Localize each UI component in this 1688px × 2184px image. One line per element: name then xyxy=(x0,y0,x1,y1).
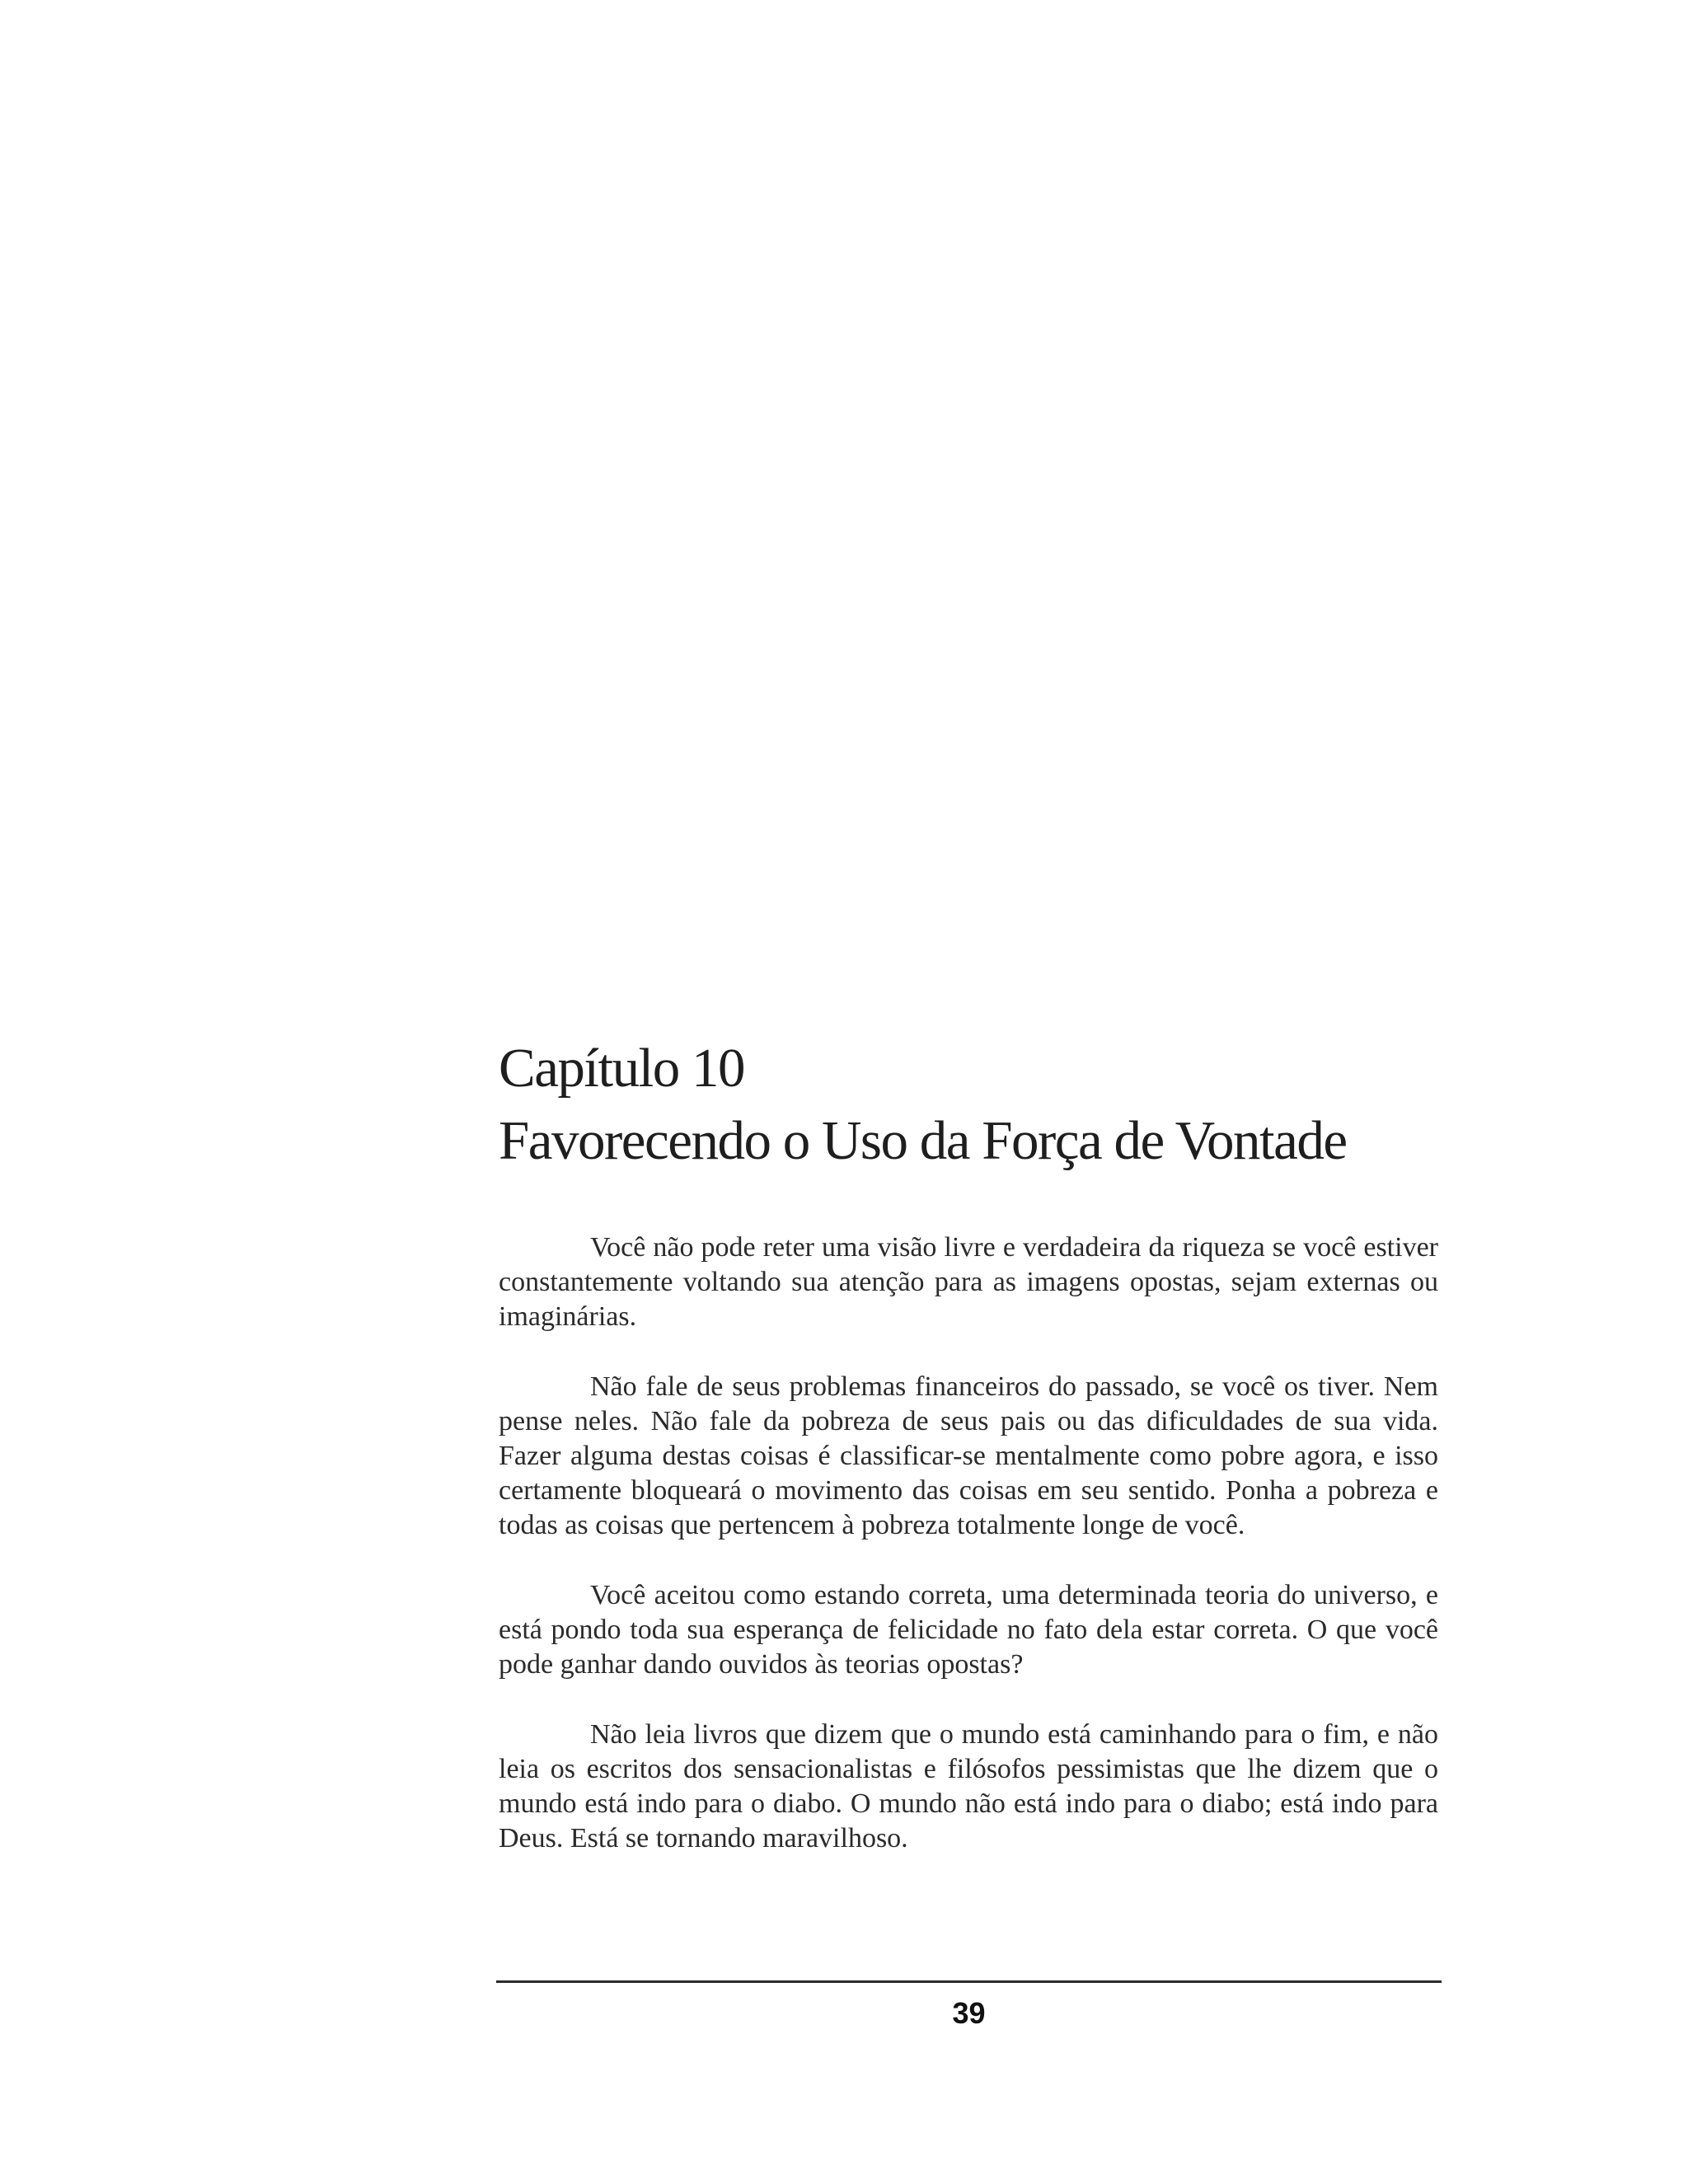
chapter-heading xyxy=(499,1032,1447,1177)
chapter-body xyxy=(499,1230,1438,1891)
page-number: 39 xyxy=(952,1996,986,2030)
paragraph: Você aceitou como estando correta, uma determinada teoria do universo, e está pondo toda sua esperança de felicidade no fato dela estar correta. O que você pode ganhar dando ouvidos às teorias opostas? xyxy=(499,1580,1438,1680)
footer-divider xyxy=(496,1980,1442,1983)
paragraph: Não fale de seus problemas financeiros do passado, se você os tiver. Nem pense neles. Não fale da pobreza de seus pais ou das dificuldades de sua vida. Fazer alguma destas coisas é classificar-se mentalmente como pobre agora, e isso certamente bloqueará o movimento das coisas em seu sentido. Ponha a pobreza e todas as coisas que pertencem à pobreza totalmente longe de você. xyxy=(499,1371,1438,1540)
chapter-title: Favorecendo o Uso da Força de Vontade xyxy=(499,1110,1347,1171)
paragraph: Não leia livros que dizem que o mundo está caminhando para o fim, e não leia os escritos dos sensacionalistas e filósofos pessimistas que lhe dizem que o mundo está indo para o diabo. O mundo não está indo para o diabo; está indo para Deus. Está se tornando maravilhoso. xyxy=(499,1719,1438,1854)
chapter-number: Capítulo 10 xyxy=(499,1038,745,1099)
paragraph: Você não pode reter uma visão livre e verdadeira da riqueza se você estiver constantemente voltando sua atenção para as imagens opostas, sejam externas ou imaginárias. xyxy=(499,1232,1438,1332)
